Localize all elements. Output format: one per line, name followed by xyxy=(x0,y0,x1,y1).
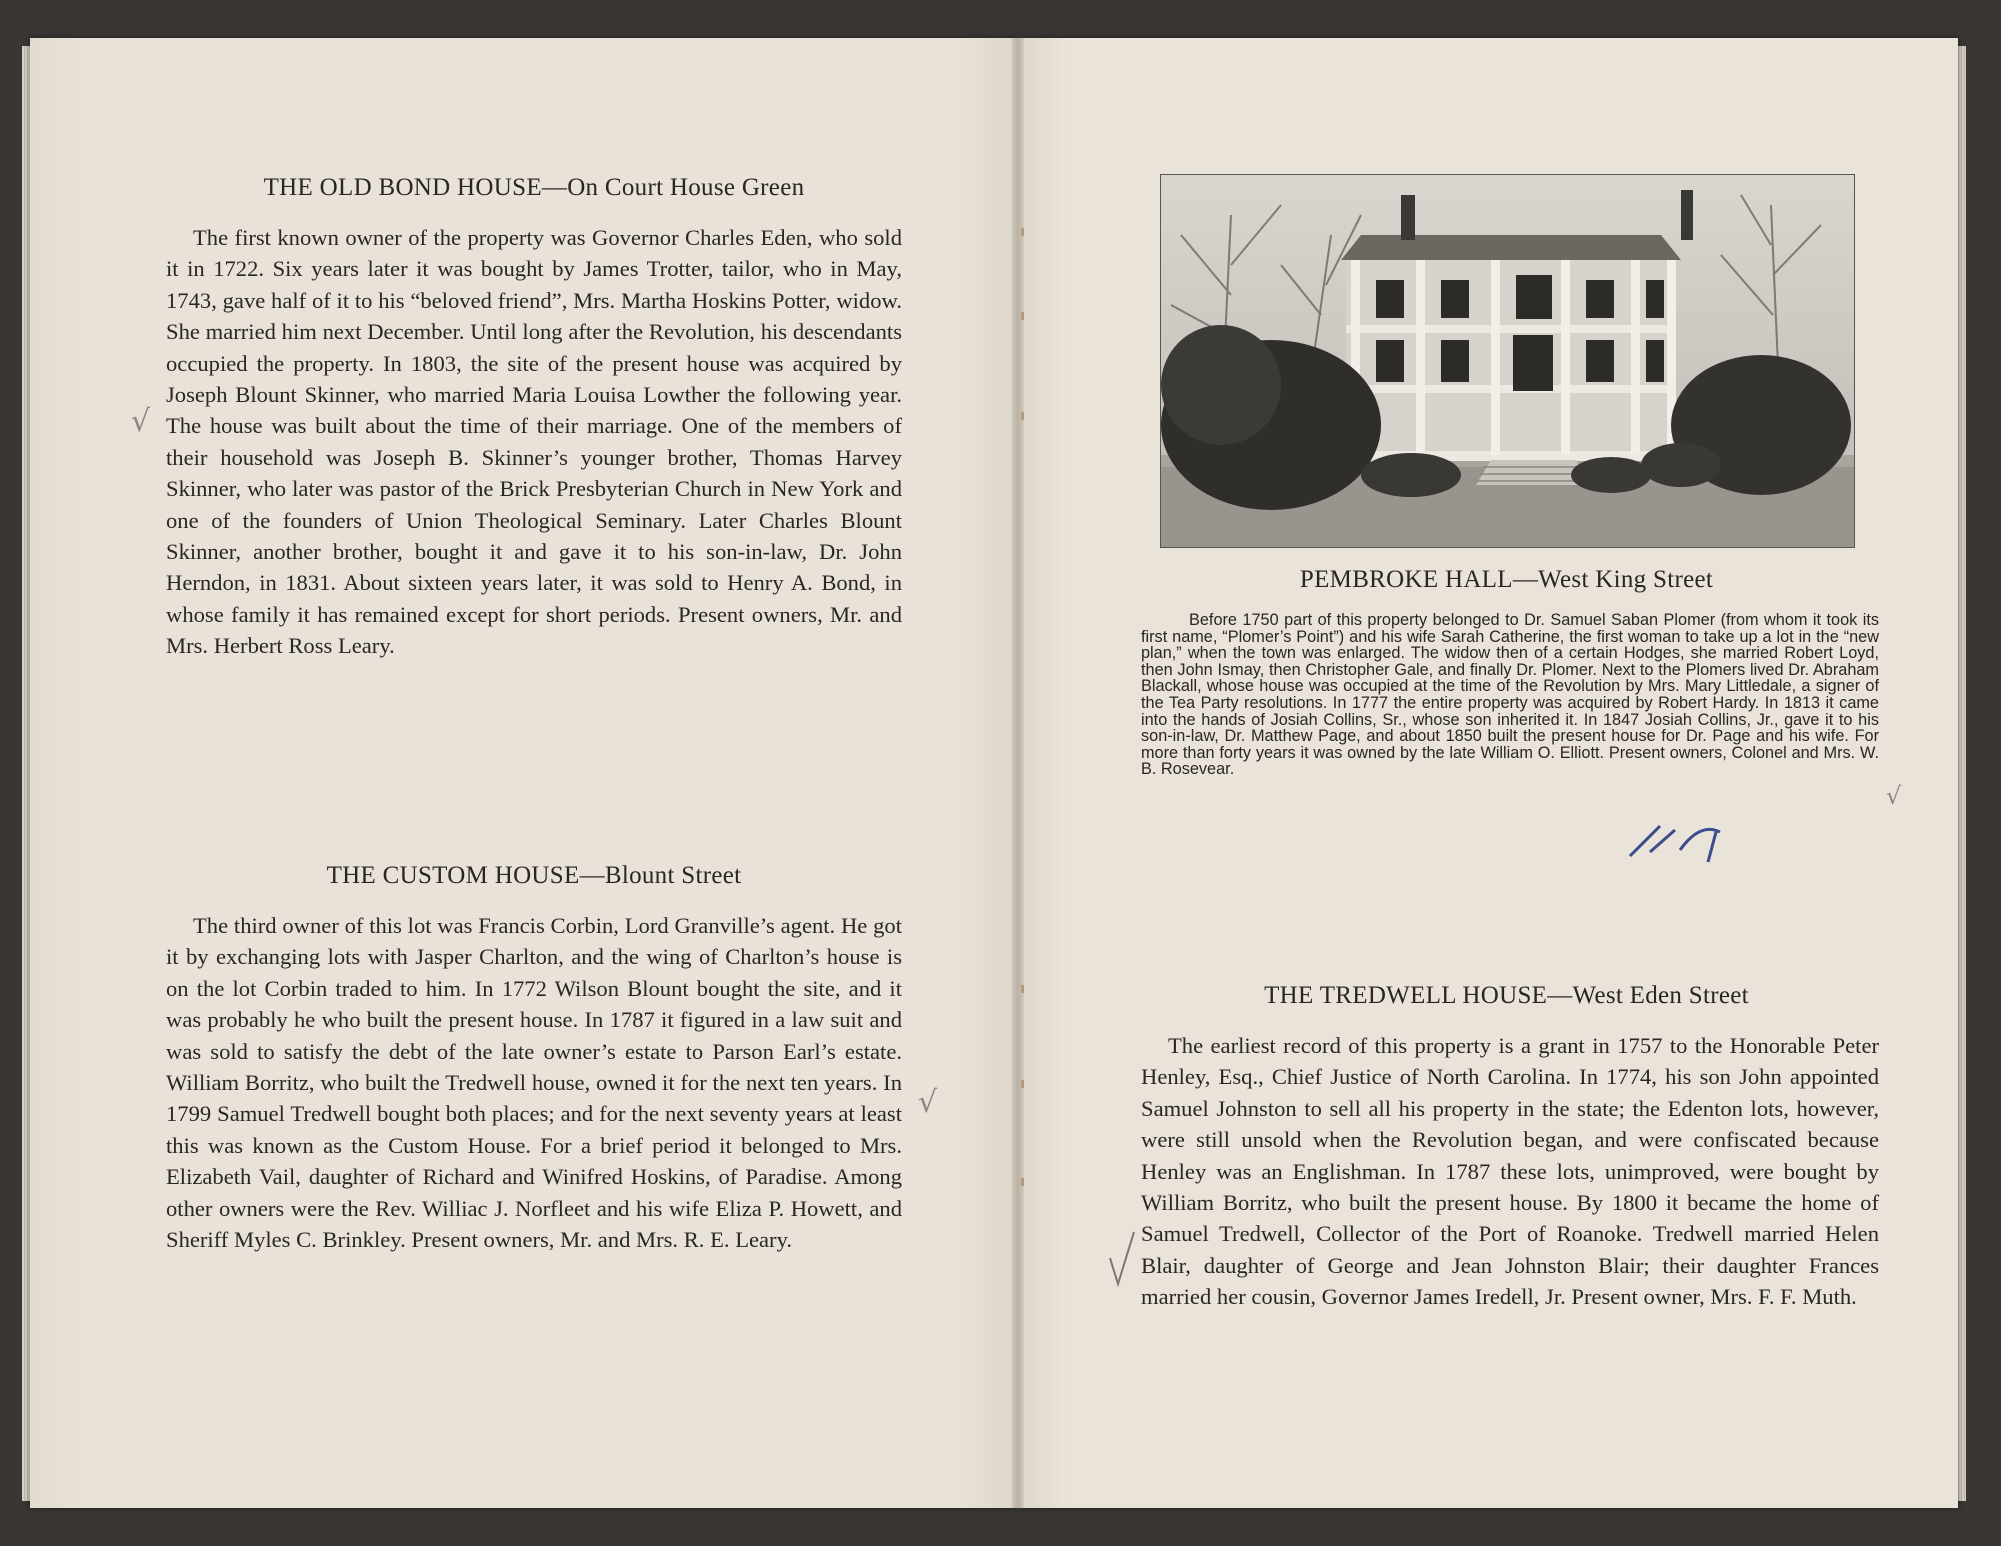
custom-house-heading: THE CUSTOM HOUSE—Blount Street xyxy=(326,862,742,889)
book-gutter xyxy=(1012,38,1024,1508)
pen-scribble-annotation xyxy=(1620,812,1730,872)
check-mark-annotation: √ xyxy=(131,404,151,439)
pembroke-hall-heading: PEMBROKE HALL—West King Street xyxy=(1299,566,1714,593)
check-mark-annotation: √ xyxy=(918,1085,938,1120)
binding-mark xyxy=(1021,228,1024,236)
pembroke-hall-text: Before 1750 part of this property belonged to Dr. Samuel Saban Plomer (from whom it took its first name, “Plomer’s Point”) and his wife Sarah Catherine, the first woman to take up a lot in the “new plan,” when the town was enlarged. The widow then of a certain Hodges, she married Robert Loyd, then John Ismay, then Christopher Gale, and finally Dr. Plomer. Next to the Plomers lived Dr. Abraham Blackall, whose house was occupied at the time of the Revolution by Mrs. Mary Littledale, a signer of the Tea Party resolutions. In 1777 the entire property was acquired by Robert Hardy. In 1813 it came into the hands of Josiah Collins, Sr., whose son inherited it. In 1847 Josiah Collins, Jr., gave it to his son-in-law, Dr. Matthew Page, and about 1850 built the present house for Dr. Page and his wife. For more than forty years it was owned by the late William O. Elliott. Present owners, Colonel and Mrs. W. B. Rosevear. xyxy=(1141,611,1879,779)
pembroke-hall-photo xyxy=(1160,174,1855,548)
binding-mark xyxy=(1021,1080,1024,1088)
binding-mark xyxy=(1021,985,1024,993)
binding-mark xyxy=(1021,312,1024,320)
tredwell-house-heading: THE TREDWELL HOUSE—West Eden Street xyxy=(1264,982,1749,1009)
custom-house-text: The third owner of this lot was Francis Corbin, Lord Granville’s agent. He got it by exchanging lots with Jasper Charlton, and the wing of Charlton’s house is on the lot Corbin traded to him. In 1772 Wilson Blount bought the site, and it was probably he who built the present house. In 1787 it figured in a law suit and was sold to satisfy the debt of the late owner’s estate to Parson Earl’s estate. William Borritz, who built the Tredwell house, owned it for the next ten years. In 1799 Samuel Tredwell bought both places; and for the next seventy years at least this was known as the Custom House. For a brief period it belonged to Mrs. Elizabeth Vail, daughter of Richard and Winifred Hoskins, of Paradise. Among other owners were the Rev. Williac J. Norfleet and his wife Eliza P. Howett, and Sheriff Myles C. Brinkley. Present owners, Mr. and Mrs. R. E. Leary. xyxy=(166,913,902,1253)
tredwell-house-text: The earliest record of this property is a grant in 1757 to the Honorable Peter Henley, Esq., Chief Justice of North Carolina. In 1774, his son John appointed Samuel Johnston to sell all his property in the state; the Edenton lots, however, were still unsold when the Revolution began, and were confiscated because Henley was an Englishman. In 1787 these lots, unimproved, were bought by William Borritz, who built the present house. By 1800 it became the home of Samuel Tredwell, Collector of the Port of Roanoke. Tredwell married Helen Blair, daughter of George and Jean Johnston Blair; their daughter Frances married her cousin, Governor James Iredell, Jr. Present owner, Mrs. F. F. Muth. xyxy=(1141,1033,1879,1310)
old-bond-house-text: The first known owner of the property was Governor Charles Eden, who sold it in 1722. Six years later it was bought by James Trotter, tailor, who in May, 1743, gave half of it to his “beloved friend”, Mrs. Martha Hoskins Potter, widow. She married him next December. Until long after the Revolution, his descendants occupied the property. In 1803, the site of the present house was acquired by Joseph Blount Skinner, who married Maria Louisa Lowther the following year. The house was built about the time of their marriage. One of the members of their household was Joseph B. Skinner’s younger brother, Thomas Harvey Skinner, who later was pastor of the Brick Presbyterian Church in New York and one of the founders of Union Theological Seminary. Later Charles Blount Skinner, another brother, bought it and gave it to his son-in-law, Dr. John Herndon, in 1831. About sixteen years later, it was sold to Henry A. Bond, in whose family it has remained except for short periods. Present owners, Mr. and Mrs. Herbert Ross Leary. xyxy=(166,225,902,659)
old-bond-house-heading: THE OLD BOND HOUSE—On Court House Green xyxy=(263,174,805,201)
binding-mark xyxy=(1021,1178,1024,1186)
binding-mark xyxy=(1021,412,1024,420)
check-mark-annotation: √ xyxy=(1886,782,1902,810)
pencil-check-annotation xyxy=(1108,1228,1138,1288)
house-photo-illustration xyxy=(1161,175,1854,547)
